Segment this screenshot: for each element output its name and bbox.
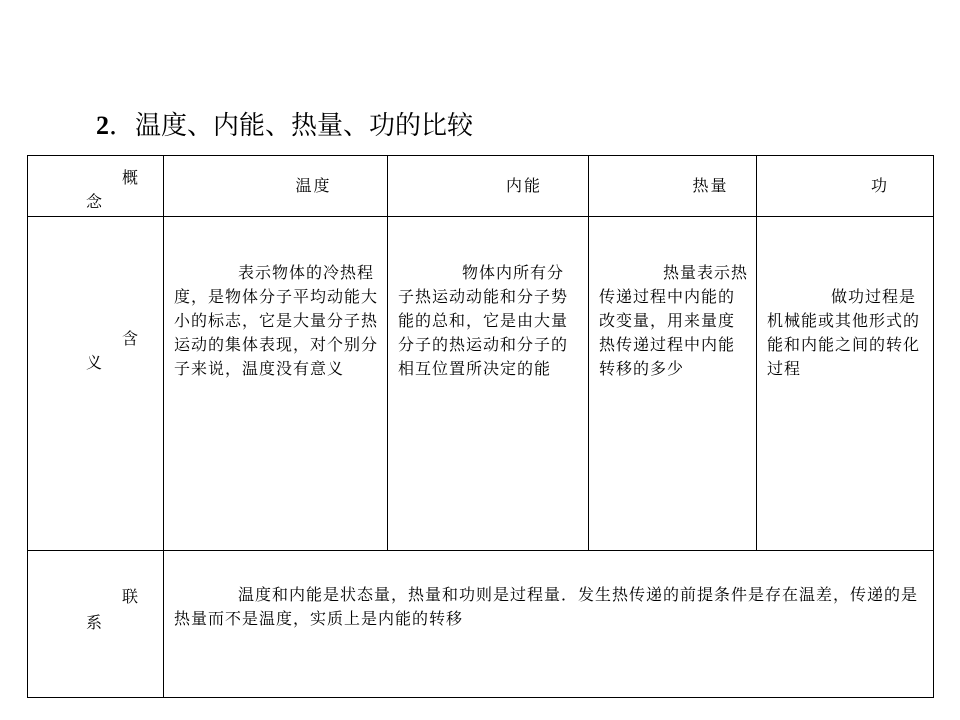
definition-work: 做功过程是机械能或其他形式的能和内能之间的转化过程 bbox=[757, 217, 934, 551]
header-row bbox=[28, 156, 934, 217]
row-label-meaning bbox=[28, 217, 164, 551]
title-separator: ． bbox=[109, 111, 136, 141]
row-label-top: 含 bbox=[122, 329, 139, 348]
comparison-table bbox=[27, 155, 934, 698]
relation-text-cell: 温度和内能是状态量，热量和功则是过程量．发生热传递的前提条件是存在温差，传递的是热量而不是温度，实质上是内能的转移 bbox=[164, 551, 934, 698]
title-number: 2 bbox=[96, 111, 109, 140]
row-label-bottom: 义 bbox=[86, 353, 103, 372]
column-header-internal-energy: 内能 bbox=[388, 156, 589, 217]
definition-internal-energy: 物体内所有分子热运动动能和分子势能的总和，它是由大量分子的热运动和分子的相互位置所决定的能 bbox=[388, 217, 589, 551]
row-label-relation bbox=[28, 551, 164, 698]
relation-row bbox=[28, 551, 934, 698]
definition-row bbox=[28, 217, 934, 551]
column-header-temperature: 温度 bbox=[164, 156, 388, 217]
page-title bbox=[96, 108, 473, 144]
row-label-concept bbox=[28, 156, 164, 217]
row-label-top: 概 bbox=[122, 168, 139, 187]
definition-temperature: 表示物体的冷热程度，是物体分子平均动能大小的标志，它是大量分子热运动的集体表现，对个别分子来说，温度没有意义 bbox=[164, 217, 388, 551]
row-label-top: 联 bbox=[122, 587, 139, 606]
row-label-bottom: 系 bbox=[86, 613, 103, 632]
row-label-bottom: 念 bbox=[86, 192, 103, 211]
column-header-heat: 热量 bbox=[589, 156, 757, 217]
column-header-work: 功 bbox=[757, 156, 934, 217]
definition-heat: 热量表示热传递过程中内能的改变量，用来量度热传递过程中内能转移的多少 bbox=[589, 217, 757, 551]
title-text: 温度、内能、热量、功的比较 bbox=[135, 111, 474, 141]
